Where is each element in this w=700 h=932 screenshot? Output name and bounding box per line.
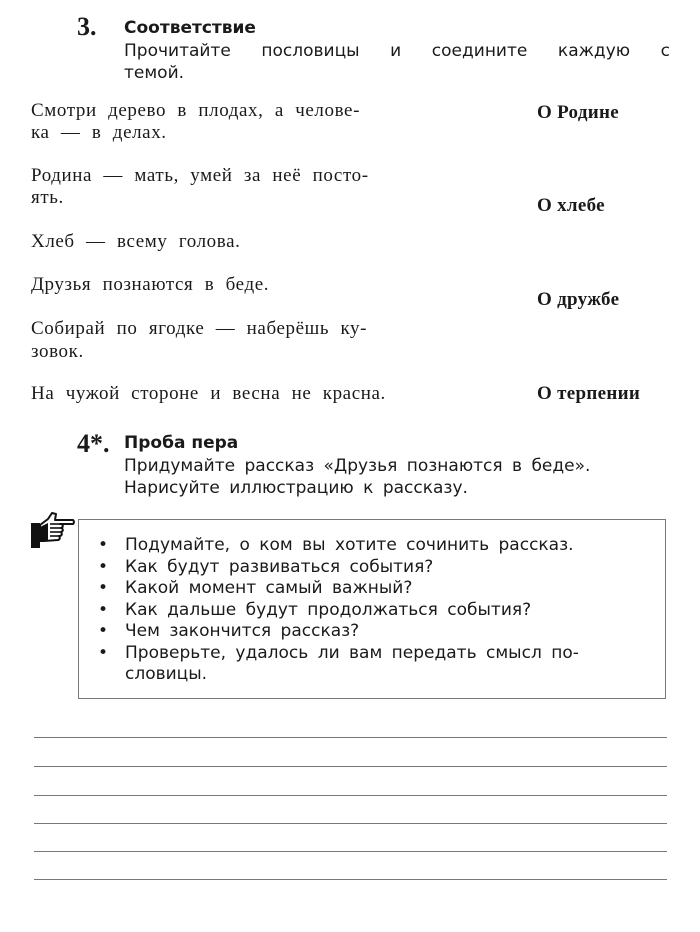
tip-item: • Чем закончится рассказ? — [98, 621, 360, 641]
proverb-5-line-1: Собирай по ягодке — наберёшь ку- — [31, 318, 368, 339]
task-4-instruction-line-2: Нарисуйте иллюстрацию к рассказу. — [124, 478, 468, 498]
writing-line-1[interactable] — [34, 737, 667, 738]
task-3-number: 3. — [77, 12, 97, 41]
topic-motherland: О Родине — [537, 102, 619, 123]
proverb-1-line-2: ка — в делах. — [31, 122, 167, 143]
pointing-hand-icon — [30, 511, 76, 549]
tip-item: • Как будут развиваться события? — [98, 556, 434, 577]
bullet-icon: • — [98, 642, 109, 663]
tip-item: • Какой момент самый важный? — [98, 578, 413, 598]
proverb-5-line-2: зовок. — [31, 341, 84, 362]
tip-item: • Как дальше будут продолжаться события? — [98, 599, 532, 620]
task-3-instruction-line-2: темой. — [124, 63, 185, 83]
topic-friendship: О дружбе — [537, 289, 620, 310]
proverb-2-line-2: ять. — [31, 187, 64, 208]
task-4-number: 4*. — [77, 429, 110, 458]
topic-bread: О хлебе — [537, 195, 605, 216]
bullet-icon: • — [98, 535, 109, 555]
bullet-icon: • — [98, 578, 109, 598]
proverb-3: Хлеб — всему голова. — [31, 231, 241, 252]
task-3-instruction-line-1: Прочитайте пословицы и соедините каждую с — [124, 41, 670, 61]
proverb-2-line-1: Родина — мать, умей за неё посто- — [31, 165, 369, 186]
bullet-icon: • — [98, 621, 109, 641]
proverb-4: Друзья познаются в беде. — [31, 274, 270, 295]
tips-list — [98, 535, 579, 686]
tip-item: • Подумайте, о ком вы хотите сочинить рассказ. — [98, 535, 574, 555]
tip-item-continuation: словицы. — [125, 664, 208, 684]
tip-item: • Проверьте, удалось ли вам передать смысл по- — [98, 642, 579, 663]
bullet-icon: • — [98, 556, 109, 577]
task-3-title: Соответствие — [124, 18, 256, 38]
writing-line-6[interactable] — [34, 879, 667, 880]
task-4-instruction-line-1: Придумайте рассказ «Друзья познаются в беде». — [124, 456, 591, 476]
topic-patience: О терпении — [537, 383, 641, 404]
writing-line-5[interactable] — [34, 851, 667, 852]
proverb-6: На чужой стороне и весна не красна. — [31, 383, 386, 404]
writing-line-3[interactable] — [34, 795, 667, 796]
writing-line-4[interactable] — [34, 823, 667, 824]
task-4-title: Проба пера — [124, 433, 239, 453]
bullet-icon: • — [98, 599, 109, 620]
writing-line-2[interactable] — [34, 766, 667, 767]
proverb-1-line-1: Смотри дерево в плодах, а челове- — [31, 100, 361, 121]
